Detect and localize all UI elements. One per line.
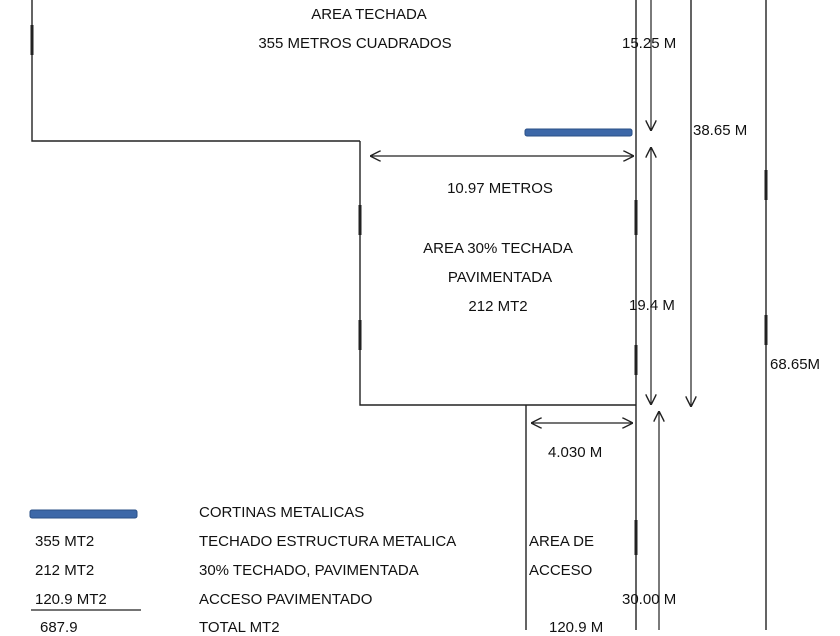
area-pavimentada-line1: AREA 30% TECHADA	[423, 240, 573, 257]
dimension-label-68-65: 68.65M	[770, 356, 821, 373]
dimension-label-4-030: 4.030 M	[548, 444, 603, 461]
dimension-label-30-00: 30.00 M	[622, 591, 677, 608]
access-area-line1: AREA DE	[529, 533, 595, 550]
access-area-line2: ACCESO	[529, 562, 593, 579]
legend-value: 212 MT2	[35, 562, 95, 579]
legend-description: 30% TECHADO, PAVIMENTADA	[199, 562, 419, 579]
legend-description: ACCESO PAVIMENTADO	[199, 591, 373, 608]
area-techada-size: 355 METROS CUADRADOS	[258, 35, 452, 52]
legend-value: 355 MT2	[35, 533, 95, 550]
dimension-label-19-4: 19.4 M	[629, 297, 675, 314]
dimension-label-38-65: 38.65 M	[693, 122, 748, 139]
area-techada-title: AREA TECHADA	[311, 6, 427, 23]
area-pavimentada-line2: PAVIMENTADA	[447, 269, 553, 286]
legend-description: TECHADO ESTRUCTURA METALICA	[199, 533, 457, 550]
legend-value: 120.9 MT2	[35, 591, 107, 608]
dimension-label-15-25: 15.25 M	[622, 35, 677, 52]
legend-curtain-label: CORTINAS METALICAS	[199, 504, 365, 521]
legend-total-label: TOTAL MT2	[199, 619, 280, 636]
access-area-size: 120.9 M	[549, 619, 604, 636]
area-pavimentada-width-label: 10.97 METROS	[447, 180, 553, 197]
legend-curtain-swatch	[30, 510, 137, 518]
legend-total-value: 687.9	[40, 619, 78, 636]
area-pavimentada-line3: 212 MT2	[468, 298, 528, 315]
metal-curtain-marker	[525, 129, 632, 136]
